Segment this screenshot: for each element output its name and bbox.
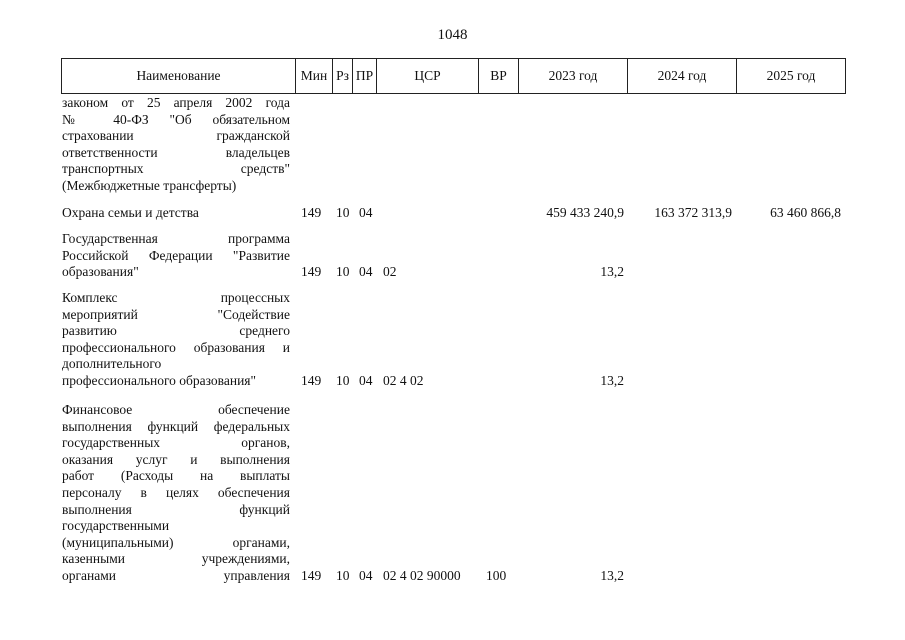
row-name-line: развитию среднего — [62, 323, 290, 339]
row-name-line: персоналу в целях обеспечения — [62, 484, 290, 500]
cell-pr: 04 — [359, 568, 373, 583]
row-name-line: Охрана семьи и детства — [62, 205, 199, 220]
column-header-2023: 2023 год — [519, 59, 628, 94]
cell-pr: 04 — [359, 205, 373, 220]
column-header-pr: ПР — [353, 59, 377, 94]
row-name-line: оказания услуг и выполнения — [62, 451, 290, 467]
cell-2024: 163 372 313,9 — [654, 205, 732, 220]
column-header-rz: Рз — [333, 59, 353, 94]
row-name-line: мероприятий "Содействие — [62, 306, 290, 322]
cell-csr: 02 4 02 90000 — [383, 568, 461, 583]
cell-2023: 13,2 — [600, 568, 624, 583]
row-name-line: страховании гражданской — [62, 128, 290, 144]
row-name — [62, 205, 290, 222]
row-name — [62, 231, 290, 281]
row-name-line: Финансовое обеспечение — [62, 402, 290, 417]
row-name-line: (Межбюджетные трансферты) — [62, 177, 237, 193]
column-header-2025: 2025 год — [737, 59, 846, 94]
row-name — [62, 290, 290, 390]
row-name-line: выполнения функций федеральных — [62, 418, 290, 434]
cell-csr: 02 — [383, 264, 397, 279]
row-name-line: работ (Расходы на выплаты — [62, 468, 290, 484]
column-header-csr: ЦСР — [377, 59, 479, 94]
row-name — [62, 95, 290, 195]
cell-rz: 10 — [336, 373, 350, 388]
row-name-line: профессионального образования и — [62, 339, 290, 355]
cell-2023: 13,2 — [600, 373, 624, 388]
row-name-line: дополнительного — [62, 356, 162, 372]
cell-2023: 13,2 — [600, 264, 624, 279]
row-name-line: образования" — [62, 264, 139, 280]
row-name-line: органами управления — [62, 567, 290, 583]
column-header-2024: 2024 год — [628, 59, 737, 94]
row-name-line: Российской Федерации "Развитие — [62, 247, 290, 263]
row-name-line: ответственности владельцев — [62, 144, 290, 160]
cell-2023: 459 433 240,9 — [546, 205, 624, 220]
cell-min: 149 — [301, 373, 322, 388]
row-name-line: государственными — [62, 518, 170, 534]
cell-pr: 04 — [359, 373, 373, 388]
cell-vr: 100 — [486, 568, 507, 583]
cell-pr: 04 — [359, 264, 373, 279]
row-name-line: государственных органов, — [62, 435, 290, 451]
column-header-vr: ВР — [479, 59, 519, 94]
cell-csr: 02 4 02 — [383, 373, 424, 388]
cell-rz: 10 — [336, 568, 350, 583]
column-header-name: Наименование — [62, 59, 296, 94]
row-name-line: профессионального образования" — [62, 372, 257, 388]
row-name — [62, 402, 290, 585]
row-name-line: выполнения функций — [62, 501, 290, 517]
column-header-min: Мин — [296, 59, 333, 94]
cell-min: 149 — [301, 568, 322, 583]
cell-rz: 10 — [336, 205, 350, 220]
cell-min: 149 — [301, 205, 322, 220]
cell-rz: 10 — [336, 264, 350, 279]
table-header — [61, 58, 846, 94]
row-name-line: Государственная программа — [62, 231, 290, 246]
page-number: 1048 — [437, 27, 468, 43]
cell-min: 149 — [301, 264, 322, 279]
row-name-line: транспортных средств" — [62, 161, 290, 177]
row-name-line: казенными учреждениями, — [62, 551, 290, 567]
row-name-line: Комплекс процессных — [62, 290, 290, 305]
row-name-line: (муниципальными) органами, — [62, 534, 290, 550]
row-name-line: законом от 25 апреля 2002 года — [62, 95, 290, 110]
cell-2025: 63 460 866,8 — [770, 205, 841, 220]
row-name-line: № 40-ФЗ "Об обязательном — [62, 111, 290, 127]
